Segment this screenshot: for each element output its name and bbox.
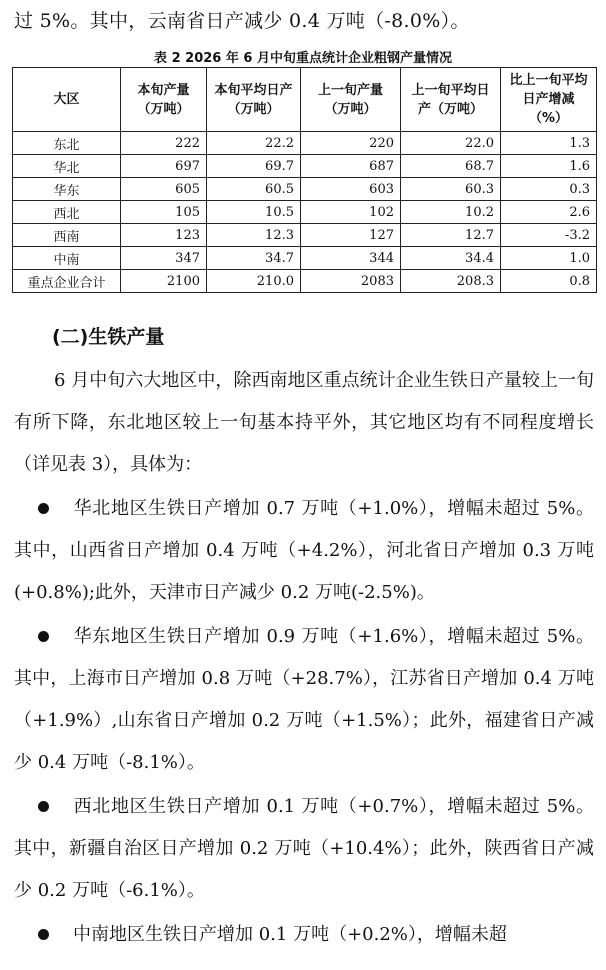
region-cell: 东北 <box>13 132 121 155</box>
value-cell: 210.0 <box>207 270 301 293</box>
table-row <box>13 155 597 178</box>
value-cell: 603 <box>301 178 401 201</box>
intro-paragraph <box>14 360 594 486</box>
value-cell: 1.0 <box>501 247 597 270</box>
value-cell: 60.3 <box>401 178 501 201</box>
header-region: 大区 <box>13 68 121 132</box>
bullet-item <box>14 616 594 784</box>
value-cell: 222 <box>121 132 207 155</box>
header-change-pct: 比上一旬平均日产增减（%） <box>501 68 597 132</box>
value-cell: 0.8 <box>501 270 597 293</box>
value-cell: 2083 <box>301 270 401 293</box>
value-cell: 697 <box>121 155 207 178</box>
header-current-daily: 本旬平均日产（万吨） <box>207 68 301 132</box>
value-cell: 69.7 <box>207 155 301 178</box>
value-cell: 123 <box>121 224 207 247</box>
bullet-text: 西北地区生铁日产增加 0.1 万吨（+0.7%），增幅未超过 5%。其中，新疆自治区日产增加 0.2 万吨（+10.4%）；此外，陕西省日产减少 0.2 万吨（-6.1%）。 <box>14 796 594 901</box>
value-cell: 22.0 <box>401 132 501 155</box>
continued-paragraph-line: 过 5%。其中，云南省日产减少 0.4 万吨（-8.0%）。 <box>14 10 470 32</box>
table-row <box>13 178 597 201</box>
bullet-dot-icon <box>38 631 49 642</box>
bullet-text: 中南地区生铁日产增加 0.1 万吨（+0.2%），增幅未超 <box>73 924 507 945</box>
table-row <box>13 224 597 247</box>
header-previous-daily: 上一旬平均日产（万吨） <box>401 68 501 132</box>
region-cell: 华北 <box>13 155 121 178</box>
table-row <box>13 270 597 293</box>
table-row <box>13 132 597 155</box>
bullet-dot-icon <box>38 503 49 514</box>
value-cell: 347 <box>121 247 207 270</box>
value-cell: -3.2 <box>501 224 597 247</box>
header-current-output: 本旬产量（万吨） <box>121 68 207 132</box>
value-cell: 0.3 <box>501 178 597 201</box>
value-cell: 208.3 <box>401 270 501 293</box>
value-cell: 10.5 <box>207 201 301 224</box>
bullet-item <box>14 786 594 912</box>
region-cell: 西北 <box>13 201 121 224</box>
bullet-text: 华北地区生铁日产增加 0.7 万吨（+1.0%），增幅未超过 5%。其中，山西省日产增加 0.4 万吨（+4.2%），河北省日产增加 0.3 万吨(+0.8%);此外，天津市日产减少 0.2 万吨(-2.5%)。 <box>14 498 594 603</box>
table-row <box>13 201 597 224</box>
value-cell: 2.6 <box>501 201 597 224</box>
value-cell: 102 <box>301 201 401 224</box>
value-cell: 344 <box>301 247 401 270</box>
value-cell: 60.5 <box>207 178 301 201</box>
bullet-text: 华东地区生铁日产增加 0.9 万吨（+1.6%），增幅未超过 5%。其中，上海市日产增加 0.8 万吨（+28.7%），江苏省日产增加 0.4 万吨（+1.9%）,山东省日产增加 0.2 万吨（+1.5%）；此外，福建省日产减少 0.4 万吨（-8.1%）。 <box>14 626 594 773</box>
bullet-dot-icon <box>38 801 49 812</box>
table-caption: 表 2 2026 年 6 月中旬重点统计企业粗钢产量情况 <box>154 51 452 66</box>
region-cell: 西南 <box>13 224 121 247</box>
bullet-dot-icon <box>38 929 49 940</box>
value-cell: 687 <box>301 155 401 178</box>
value-cell: 34.7 <box>207 247 301 270</box>
value-cell: 68.7 <box>401 155 501 178</box>
region-cell: 中南 <box>13 247 121 270</box>
region-cell: 重点企业合计 <box>13 270 121 293</box>
value-cell: 105 <box>121 201 207 224</box>
table-row <box>13 247 597 270</box>
value-cell: 12.7 <box>401 224 501 247</box>
value-cell: 1.3 <box>501 132 597 155</box>
value-cell: 1.6 <box>501 155 597 178</box>
bullet-item <box>14 914 594 956</box>
value-cell: 220 <box>301 132 401 155</box>
intro-text: 6 月中旬六大地区中，除西南地区重点统计企业生铁日产量较上一旬有所下降，东北地区较上一旬基本持平外，其它地区均有不同程度增长（详见表 3），具体为： <box>14 370 594 475</box>
bullet-item <box>14 488 594 614</box>
value-cell: 34.4 <box>401 247 501 270</box>
value-cell: 10.2 <box>401 201 501 224</box>
crude-steel-table <box>12 67 597 293</box>
section-heading: (二)生铁产量 <box>52 326 165 348</box>
value-cell: 605 <box>121 178 207 201</box>
value-cell: 2100 <box>121 270 207 293</box>
header-previous-output: 上一旬产量（万吨） <box>301 68 401 132</box>
table-header-row <box>13 68 597 132</box>
region-cell: 华东 <box>13 178 121 201</box>
value-cell: 22.2 <box>207 132 301 155</box>
value-cell: 127 <box>301 224 401 247</box>
value-cell: 12.3 <box>207 224 301 247</box>
